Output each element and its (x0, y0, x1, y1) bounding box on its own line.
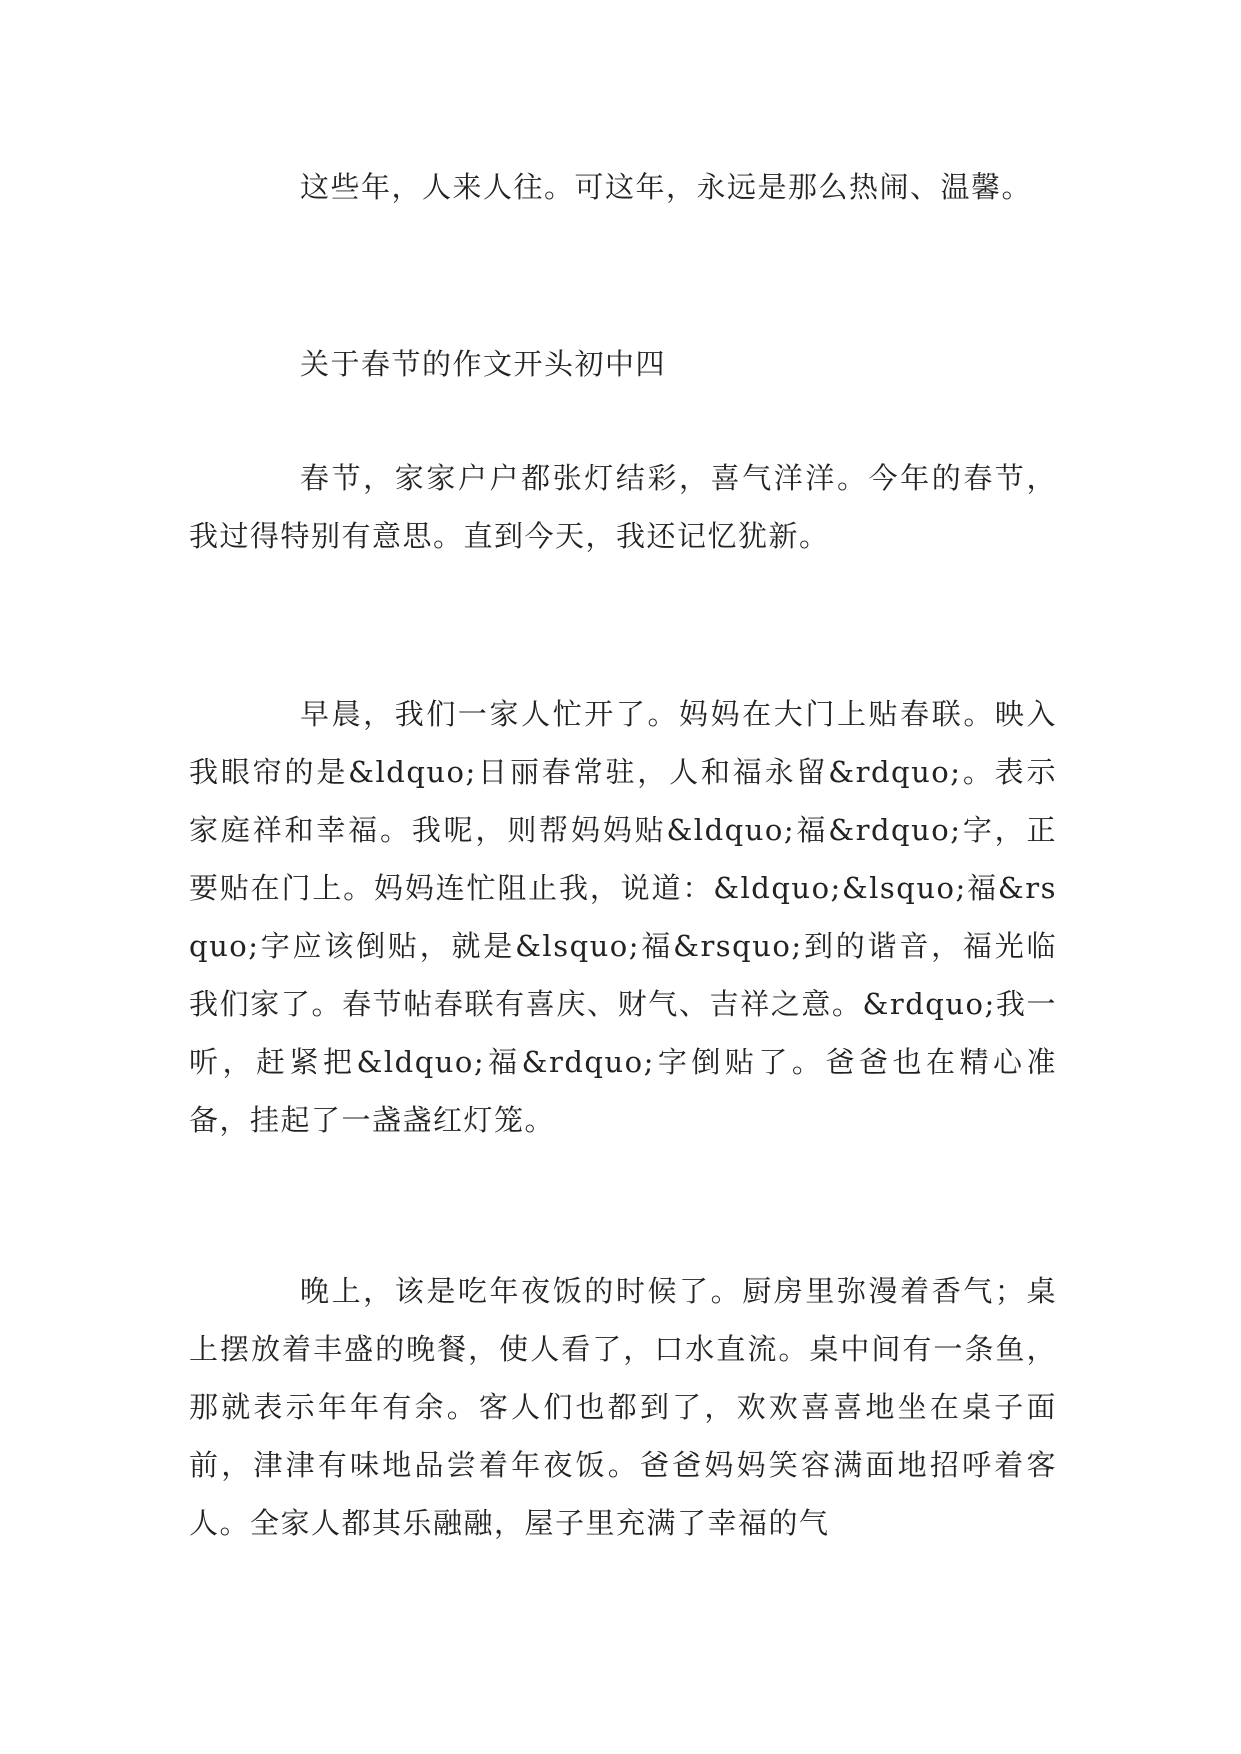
paragraph-closing-line: 这些年，人来人往。可这年，永远是那么热闹、温馨。 (300, 170, 1033, 204)
paragraph-morning: 早晨，我们一家人忙开了。妈妈在大门上贴春联。映入我眼帘的是&ldquo;日丽春常驻，人和福永留&rdquo;。表示家庭祥和幸福。我呢，则帮妈妈贴&ldquo;福&rdquo;字，正要贴在门上。妈妈连忙阻止我，说道：&ldquo;&lsquo;福&rsquo;字应该倒贴，就是&lsquo;福&rsquo;到的谐音，福光临我们家了。春节帖春联有喜庆、财气、吉祥之意。&rdquo;我一听，赶紧把&ldquo;福&rdquo;字倒贴了。爸爸也在精心准备，挂起了一盏盏红灯笼。 (189, 697, 1057, 1137)
section-heading: 关于春节的作文开头初中四 (300, 347, 667, 381)
paragraph-intro: 春节，家家户户都张灯结彩，喜气洋洋。今年的春节，我过得特别有意思。直到今天，我还记忆犹新。 (189, 461, 1057, 553)
paragraph-evening: 晚上，该是吃年夜饭的时候了。厨房里弥漫着香气；桌上摆放着丰盛的晚餐，使人看了，口水直流。桌中间有一条鱼，那就表示年年有余。客人们也都到了，欢欢喜喜地坐在桌子面前，津津有味地品尝着年夜饭。爸爸妈妈笑容满面地招呼着客人。全家人都其乐融融，屋子里充满了幸福的气 (189, 1274, 1057, 1540)
